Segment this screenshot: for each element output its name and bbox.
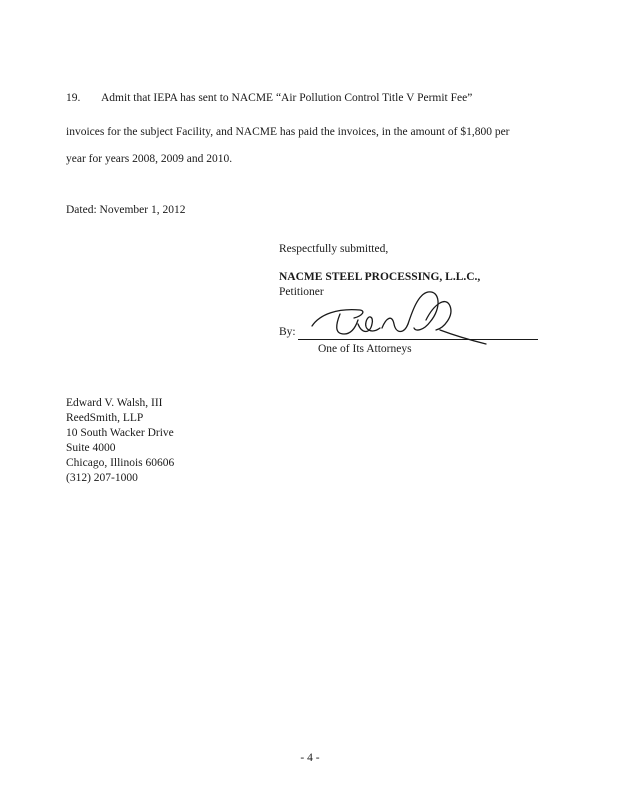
address-line: Edward V. Walsh, III (66, 397, 163, 409)
paragraph-line-2: invoices for the subject Facility, and NACME has paid the invoices, in the amount of $1,800 per (66, 126, 510, 138)
firm-name: NACME STEEL PROCESSING, L.L.C., (279, 271, 481, 283)
page-number: - 4 - (300, 752, 320, 764)
dated-line: Dated: November 1, 2012 (66, 204, 186, 216)
paragraph-line-3: year for years 2008, 2009 and 2010. (66, 153, 233, 165)
paragraph-line-1: Admit that IEPA has sent to NACME “Air Pollution Control Title V Permit Fee” (101, 92, 473, 104)
address-line: (312) 207-1000 (66, 472, 138, 484)
by-label: By: (279, 326, 296, 338)
address-line: Chicago, Illinois 60606 (66, 457, 175, 469)
paragraph-number: 19. (66, 92, 81, 104)
address-line: ReedSmith, LLP (66, 412, 144, 424)
closing-text: Respectfully submitted, (279, 243, 389, 255)
signer-caption: One of Its Attorneys (318, 343, 412, 355)
attorney-address-block (66, 396, 174, 486)
address-line: 10 South Wacker Drive (66, 427, 174, 439)
address-line: Suite 4000 (66, 442, 116, 454)
party-role: Petitioner (279, 286, 324, 298)
